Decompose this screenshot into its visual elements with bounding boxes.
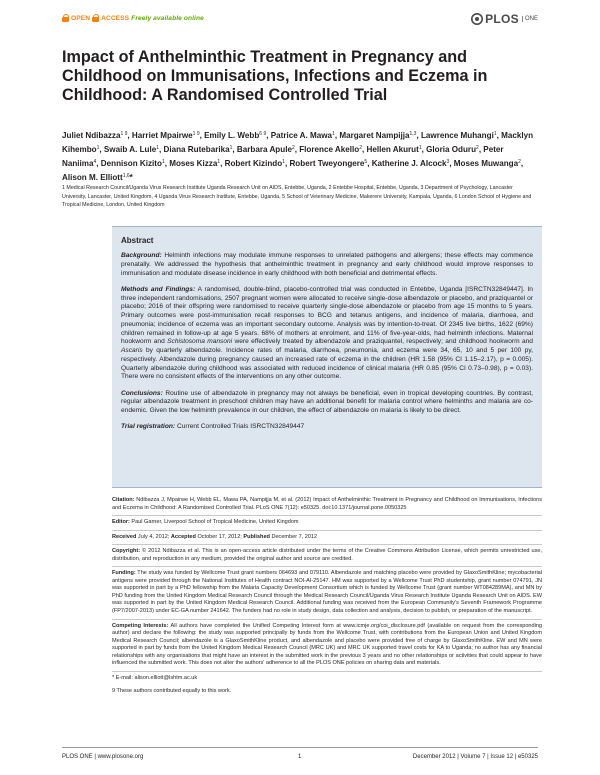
open-access-badge[interactable] [62, 14, 204, 22]
abstract-background [121, 252, 533, 278]
copyright-text: © 2012 Ndibazza et al. This is an open-access article distributed under the terms of the Creative Commons Attribution License, which permits unrestricted use, distribution, and reproduction in any medium, provided the original author and source are credited. [112, 548, 542, 562]
logo-text: PLOS [485, 12, 519, 26]
methods-label: Methods and Findings: [121, 285, 196, 293]
equal-contribution-note: 9 These authors contributed equally to this work. [112, 688, 232, 695]
dates-block [112, 534, 542, 546]
abstract-methods [121, 286, 533, 382]
footer-issue: December 2012 | Volume 7 | Issue 12 | e50325 [412, 754, 538, 760]
published-label: Published [243, 533, 270, 540]
conclusions-text: Routine use of albendazole in pregnancy may not always be beneficial, even in tropical developing countries. By contrast, regular albendazole treatment in preschool children may have an additional benefit for malaria control where helminths and malaria are co-endemic. Given the low helminth prevalence in our children, the effect of albendazole on malaria is likely to be direct. [121, 389, 533, 414]
copyright-block [112, 548, 542, 567]
open-lock-icon [62, 14, 69, 22]
citation-block [112, 497, 542, 516]
funding-text: The study was funded by Wellcome Trust grant numbers 064693 and 079110. Albendazole and matching placebo were provided by GlaxoSmithKline; mycobacterial antigens were provided through the National Institutes of Health contract NOI-AI-25147. HM was supported by a Wellcome Trust PhD studentship, grant number 074791, JN was supported in part by a PhD fellowship from the Malaria Capacity Development Consortium which is funded by Wellcome Trust (grant number WT084289MA), and MN by PhD funding from the United Kingdom Medical Research Council through the Medical Research Council/Uganda Virus Research Institute Uganda Research Unit on AIDS. EW was supported in part by the United Kingdom Medical Research Council. Additional funding was received from the European Community's Seventh Framework Programme (FP7/2007-2013) under EC-GA number 241642. The funders had no role in study design, data collection and analysis, decision to publish, or preparation of the manuscript. [112, 570, 542, 615]
funding-block [112, 570, 542, 619]
accepted-label: Accepted [170, 533, 196, 540]
abstract-conclusions [121, 390, 533, 416]
abstract-heading: Abstract [121, 236, 154, 245]
background-label: Background: [121, 252, 162, 259]
trial-label: Trial registration: [121, 423, 176, 431]
abstract-trial-registration [121, 423, 533, 432]
abstract-box [112, 226, 542, 488]
footer-journal-name: PLOS ONE [62, 754, 93, 760]
copyright-label: Copyright: [112, 548, 141, 555]
competing-interests-block [112, 623, 542, 672]
editor-label: Editor: [112, 519, 130, 526]
footer-divider [62, 747, 538, 748]
methods-text: A randomised, double-blind, placebo-controlled trial was conducted in Entebbe, Uganda [ISRCTN32849447]. In three independent randomisations, 2507 pregnant women were allocated to receive single-dose albendazole or placebo, and praziquantel or placebo; 2016 of their offspring were randomised to receive quarterly single-dose albendazole or placebo from age 15 months to 5 years. Primary outcomes were post-immunisation recall responses to BCG and tetanus antigens, and incidence of malaria, diarrhoea, and pneumonia; incidence of eczema was an important secondary outcome. Analysis was by intention-to-treat. Of 2345 live births, 1622 (69%) children remained in follow-up at age 5 years. 68% of mothers at enrolment, and 11% of five-year-olds, had helminth infections. Maternal hookworm and Schistosoma mansoni were effectively treated by albendazole and praziquantel, respectively; and childhood hookworm and Ascaris by quarterly albendazole. Incidence rates of malaria, diarrhoea, pneumonia, and eczema were 34, 65, 10 and 5 per 100 py, respectively. Albendazole during pregnancy caused an increased rate of eczema in the children (HR 1.58 (95% CI 1.15–2.17), p = 0.005). Quarterly albendazole during childhood was associated with reduced incidence of clinical malaria (HR 0.85 (95% CI 0.73–0.98), p = 0.03). There were no consistent effects of the interventions on any other outcome. [121, 285, 533, 381]
editor-block [112, 519, 542, 531]
competing-text: All authors have completed the Unified Competing Interest form at www.icmje.org/coi_disclosure.pdf (available on request from the corresponding author) and declare the following: the study was supported principally by funds from the Wellcome Trust, with contributions from the European Union and United Kingdom Medical Research Council; albendazole is a GlaxoSmithKline product, and albendazole and placebo were provided free of charge by GlaxoSmithKline. EW and MN were supported in part by funds from the United Kingdom Medical Research Council (MRC UK) and MRC UK supported travel costs for KA to Uganda; no author has any financial relationships with any organisations that might have an interest in the submitted work in the previous 3 years and no other relationships or activities that could appear to have influenced the submitted work. This does not alter the authors' adherence to all the PLOS ONE policies on sharing data and materials. [112, 622, 543, 667]
published-date: December 7, 2012 [269, 533, 318, 540]
article-title: Impact of Anthelminthic Treatment in Pregnancy and Childhood on Immunisations, Infections and Eczema in Childhood: A Randomised Controlled Trial [62, 48, 488, 104]
background-text: Helminth infections may modulate immune responses to unrelated pathogens and allergens; these effects may commence prenatally. We addressed the hypothesis that anthelminthic treatment in pregnancy and early childhood would improve responses to immunisation and modulate disease incidence in early childhood with both beneficial and detrimental effects. [121, 252, 533, 277]
accepted-date: October 17, 2012; [195, 533, 244, 540]
received-date: July 4, 2012; [136, 533, 171, 540]
conclusions-label: Conclusions: [121, 389, 163, 397]
journal-header [62, 12, 538, 28]
received-label: Received [112, 533, 137, 540]
editor-text: Paul Garner, Liverpool School of Tropical Medicine, United Kingdom [129, 519, 299, 526]
abstract-body [121, 252, 533, 440]
plos-one-logo[interactable] [471, 12, 538, 26]
page-number: 1 [298, 754, 302, 760]
freely-available-label: Freely available online [131, 14, 204, 22]
affiliations: 1 Medical Research Council/Uganda Virus Research Institute Uganda Research Unit on AIDS, Entebbe, Uganda, 2 Entebbe Hospital, Entebbe, Uganda, 3 Department of Psychology, Lancaster University, Lancaster, United Kingdom, 4 Uganda Virus Research Institute, Entebbe, Uganda, 5 School of Veterinary Medicine, Makerere University, Kampala, Uganda, 6 London School of Hygiene and Tropical Medicine, London, United Kingdom [62, 185, 532, 209]
footer-journal: PLOS ONE | www.plosone.org [62, 754, 144, 760]
plos-logo-icon [471, 13, 483, 25]
open-access-icon [92, 14, 99, 22]
article-metadata [112, 497, 542, 702]
trial-text: Current Controlled Trials ISRCTN32849447 [175, 423, 305, 431]
logo-suffix: ONE [522, 16, 538, 22]
email-line[interactable]: * E-mail: alison.elliott@lshtm.ac.uk [112, 674, 198, 681]
footer-site-link[interactable]: www.plosone.org [97, 754, 144, 760]
citation-text: Ndibazza J, Mpairwe H, Webb EL, Mawa PA, Nampijja M, et al. (2012) Impact of Anthelminthic Treatment in Pregnancy and Childhood on Immunisations, Infections and Eczema in Childhood: A Randomised Controlled Trial. PLoS ONE 7(12): e50325. doi:10.1371/journal.pone.0050325 [112, 497, 542, 511]
author-list: Juliet Ndibazza$^{1 9}$, Harriet Mpairwe$^{1 9}$, Emily L. Webb$^{6 9}$, Patrice A. Mawa$^1$, Margaret Nampijja$^{1,3}$, Lawrence Muhangi$^1$, Macklyn Kihembo$^1$, Swaib A. Lule$^1$, Diana Rutebarika$^1$, Barbara Apule$^2$, Florence Akello$^2$, Hellen Akurut$^1$, Gloria Oduru$^2$, Peter Naniima$^4$, Dennison Kizito$^1$, Moses Kizza$^1$, Robert Kizindo$^1$, Robert Tweyongere$^5$, Katherine J. Alcock$^3$, Moses Muwanga$^2$, Alison M. Elliott$^{1,6}$* [62, 131, 534, 183]
competing-label: Competing Interests: [112, 622, 169, 629]
access-label: ACCESS [101, 14, 130, 22]
open-label: OPEN [71, 14, 91, 22]
citation-label: Citation: [112, 497, 135, 503]
funding-label: Funding: [112, 570, 136, 577]
